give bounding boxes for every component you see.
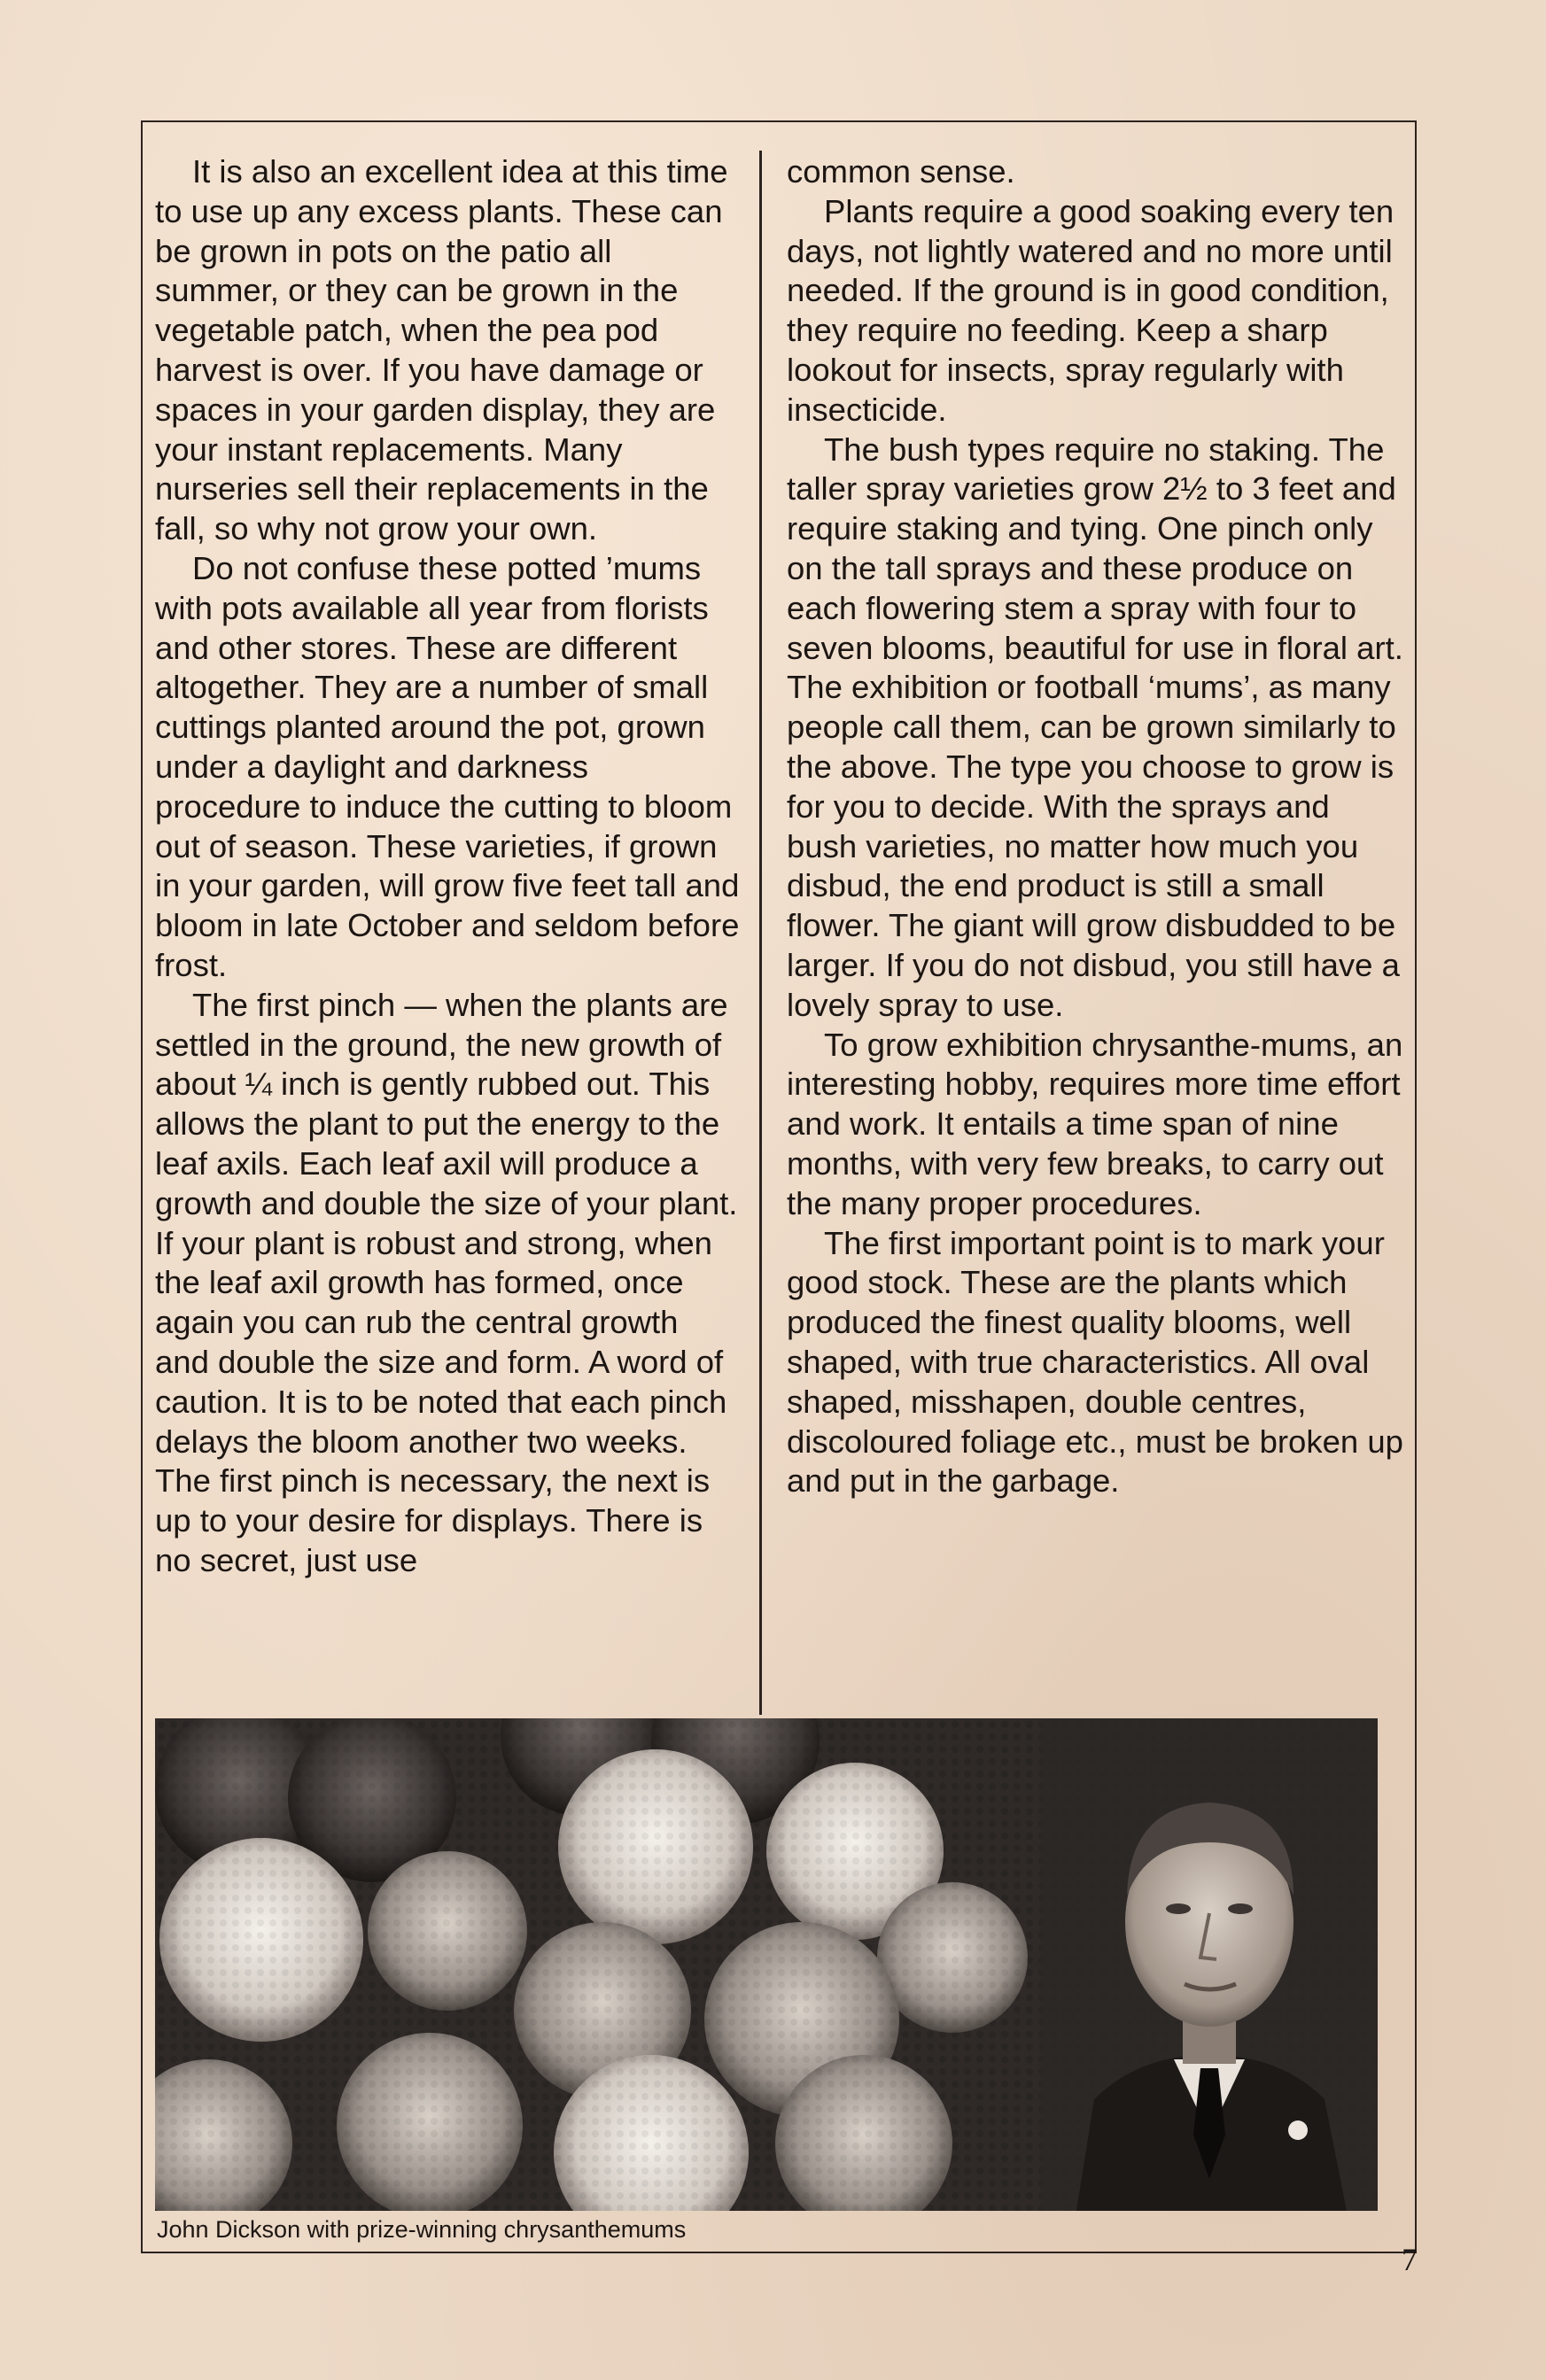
right-column — [787, 152, 1407, 1501]
photo-man-with-chrysanthemums — [155, 1718, 1378, 2211]
page-number: 7 — [1402, 2242, 1418, 2277]
photo-image — [155, 1718, 1378, 2211]
column-divider — [759, 151, 762, 1715]
left-column — [155, 152, 740, 1581]
right-paragraph-4: To grow exhibition chrysanthe-mums, an interesting hobby, requires more time effort and work. It entails a time span of nine months, with very few breaks, to carry out the many proper procedures. — [787, 1026, 1403, 1221]
left-paragraph-2: Do not confuse these potted ’mums with pots available all year from florists and other stores. These are different altogether. They are a number of small cuttings planted around the pot, grown under a daylight and darkness procedure to induce the cutting to bloom out of season. These varieties, if grown in your garden, will grow five feet tall and bloom in late October and seldom before frost. — [155, 549, 740, 983]
right-paragraph-5: The first important point is to mark your good stock. These are the plants which produced the finest quality blooms, well shaped, with true characteristics. All oval shaped, misshapen, double centres, discoloured foliage etc., must be broken up and put in the garbage. — [787, 1224, 1403, 1500]
left-paragraph-1: It is also an excellent idea at this time to use up any excess plants. These can be grown in pots on the patio all summer, or they can be grown in the vegetable patch, when the pea pod harvest is over. If you have damage or spaces in your garden display, they are your instant replacements. Many nurseries sell their replacements in the fall, so why not grow your own. — [155, 153, 728, 547]
right-paragraph-2: Plants require a good soaking every ten days, not lightly watered and no more until needed. If the ground is in good condition, they require no feeding. Keep a sharp lookout for insects, spray regularly with insecticide. — [787, 192, 1395, 428]
right-paragraph-1: common sense. — [787, 153, 1015, 190]
left-paragraph-3: The first pinch — when the plants are settled in the ground, the new growth of about ¼ inch is gently rubbed out. This allows the plant to put the energy to the leaf axils. Each leaf axil will produce a growth and double the size of your plant. If your plant is robust and strong, when the leaf axil growth has formed, once again you can rub the central growth and double the size and form. A word of caution. It is to be noted that each pinch delays the bloom another two weeks. The first pinch is necessary, the next is up to your desire for displays. There is no secret, just use — [155, 986, 738, 1578]
right-paragraph-3: The bush types require no staking. The taller spray varieties grow 2½ to 3 feet and require staking and tying. One pinch only on the tall sprays and these produce on each flowering stem a spray with four to seven blooms, beautiful for use in floral art. The exhibition or football ‘mums’, as many people call them, can be grown similarly to the above. The type you choose to grow is for you to decide. With the sprays and bush varieties, no matter how much you disbud, the end product is still a small flower. The giant will grow disbudded to be larger. If you do not disbud, you still have a lovely spray to use. — [787, 430, 1403, 1023]
photo-caption: John Dickson with prize-winning chrysanthemums — [157, 2216, 687, 2243]
